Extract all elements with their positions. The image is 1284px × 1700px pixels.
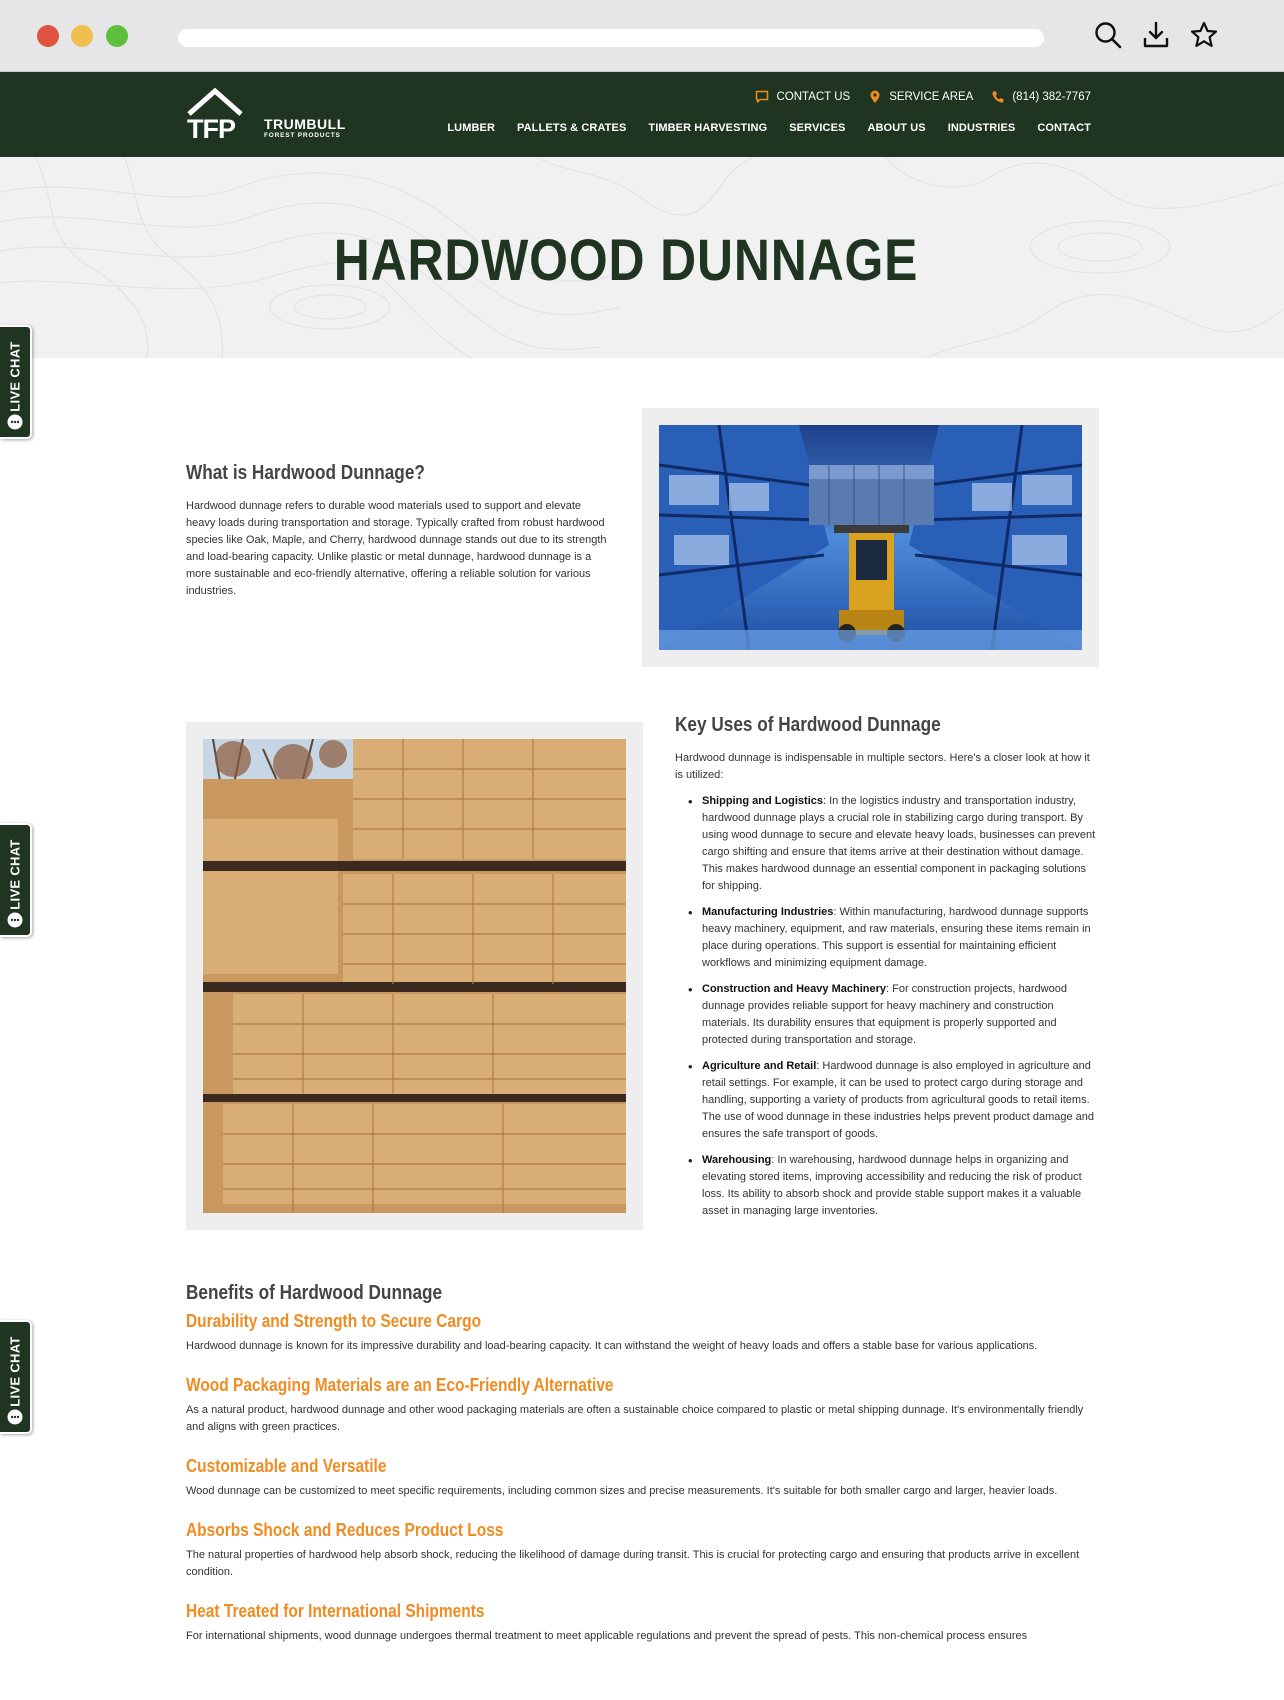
close-window-button[interactable] bbox=[37, 25, 59, 47]
page-title: HARDWOOD DUNNAGE bbox=[333, 228, 919, 293]
benefit-item bbox=[186, 1520, 1098, 1581]
logo-company-subtitle: FOREST PRODUCTS bbox=[264, 132, 341, 139]
benefit-item bbox=[186, 1311, 1098, 1355]
page-hero bbox=[0, 157, 1284, 358]
benefit-heading: Absorbs Shock and Reduces Product Loss bbox=[186, 1520, 504, 1540]
logo-company-name: TRUMBULL bbox=[264, 116, 346, 132]
main-navigation bbox=[447, 122, 1091, 134]
warehouse-forklift-image-frame bbox=[642, 408, 1099, 667]
address-bar[interactable] bbox=[178, 29, 1044, 47]
chat-icon bbox=[6, 413, 24, 431]
contact-us-link[interactable]: CONTACT US bbox=[755, 90, 850, 104]
list-item: • Construction and Heavy Machinery: For construction projects, hardwood dunnage provides reliable support for heavy machinery and construction materials. Its durability ensures that equipment is properly supported and protected during transportation and storage. bbox=[675, 981, 1098, 1049]
benefit-text: The natural properties of hardwood help absorb shock, reducing the likelihood of damage during transit. This is crucial for protecting cargo and ensuring that products arrive in excellent condition. bbox=[186, 1549, 1080, 1578]
minimize-window-button[interactable] bbox=[71, 25, 93, 47]
benefit-item bbox=[186, 1375, 1098, 1436]
nav-item-lumber[interactable]: LUMBER bbox=[447, 122, 496, 134]
nav-item-services[interactable]: SERVICES bbox=[789, 122, 846, 134]
benefits-section bbox=[186, 1282, 1098, 1665]
phone-icon bbox=[991, 90, 1005, 104]
live-chat-tab[interactable]: LIVE CHAT bbox=[0, 325, 32, 439]
nav-item-contact[interactable]: CONTACT bbox=[1037, 122, 1091, 134]
benefits-heading: Benefits of Hardwood Dunnage bbox=[186, 1282, 443, 1304]
search-icon[interactable] bbox=[1091, 18, 1125, 52]
benefit-heading: Heat Treated for International Shipments bbox=[186, 1601, 485, 1621]
key-uses-heading: Key Uses of Hardwood Dunnage bbox=[675, 714, 941, 736]
browser-chrome bbox=[0, 0, 1284, 72]
key-uses-intro: Hardwood dunnage is indispensable in multiple sectors. Here's a closer look at how it is utilized: bbox=[675, 752, 1090, 781]
benefit-text: Wood dunnage can be customized to meet specific requirements, including common sizes and precise measurements. It's suitable for both smaller cargo and larger, heavier loads. bbox=[186, 1485, 1058, 1497]
site-header bbox=[0, 72, 1284, 157]
star-icon[interactable] bbox=[1187, 18, 1221, 52]
live-chat-tab[interactable]: LIVE CHAT bbox=[0, 1320, 32, 1434]
chat-icon bbox=[6, 911, 24, 929]
header-utility-bar bbox=[755, 90, 1091, 104]
key-uses-list bbox=[675, 793, 1098, 1229]
phone-link[interactable]: (814) 382-7767 bbox=[991, 90, 1091, 104]
service-area-link[interactable]: SERVICE AREA bbox=[868, 90, 973, 104]
maximize-window-button[interactable] bbox=[106, 25, 128, 47]
benefit-text: As a natural product, hardwood dunnage and other wood packaging materials are often a sustainable choice compared to plastic or metal shipping dunnage. It's environmentally friendly and aligns with green practices. bbox=[186, 1404, 1084, 1433]
nav-item-pallets-crates[interactable]: PALLETS & CRATES bbox=[517, 122, 627, 134]
warehouse-forklift-image bbox=[659, 425, 1082, 650]
nav-item-about-us[interactable]: ABOUT US bbox=[867, 122, 926, 134]
lumber-stacks-image-frame bbox=[186, 722, 643, 1230]
benefit-item bbox=[186, 1601, 1098, 1645]
chat-icon bbox=[6, 1408, 24, 1426]
list-item: • Manufacturing Industries: Within manufacturing, hardwood dunnage supports heavy machinery, equipment, and raw materials, ensuring these items remain in place during operations. This support is essential for maintaining efficient workflows and minimizing equipment damage. bbox=[675, 904, 1098, 972]
chat-bubble-icon bbox=[755, 90, 769, 104]
svg-text:TFP: TFP bbox=[187, 114, 235, 140]
download-icon[interactable] bbox=[1139, 18, 1173, 52]
what-is-heading: What is Hardwood Dunnage? bbox=[186, 462, 425, 484]
benefit-text: Hardwood dunnage is known for its impressive durability and load-bearing capacity. It can withstand the weight of heavy loads and offers a stable base for various applications. bbox=[186, 1340, 1038, 1352]
benefit-item bbox=[186, 1456, 1098, 1500]
list-item: • Warehousing: In warehousing, hardwood dunnage helps in organizing and elevating stored items, improving accessibility and reducing the risk of product loss. Its ability to absorb shock and provide stable support makes it a valuable asset in managing large inventories. bbox=[675, 1152, 1098, 1220]
live-chat-tab[interactable]: LIVE CHAT bbox=[0, 823, 32, 937]
benefit-heading: Durability and Strength to Secure Cargo bbox=[186, 1311, 482, 1331]
benefit-heading: Customizable and Versatile bbox=[186, 1456, 387, 1476]
nav-item-industries[interactable]: INDUSTRIES bbox=[947, 122, 1016, 134]
benefit-heading: Wood Packaging Materials are an Eco-Friendly Alternative bbox=[186, 1375, 614, 1395]
list-item: • Agriculture and Retail: Hardwood dunnage is also employed in agriculture and retail settings. For example, it can be used to protect cargo during storage and handling, supporting a variety of products from agricultural goods to retail items. The use of wood dunnage in these industries helps prevent product damage and ensures the safe transport of goods. bbox=[675, 1058, 1098, 1143]
map-pin-icon bbox=[868, 90, 882, 104]
list-item: • Shipping and Logistics: In the logistics industry and transportation industry, hardwood dunnage plays a crucial role in stabilizing cargo during transport. By using wood dunnage to secure and elevate heavy loads, businesses can prevent cargo shifting and ensure that items arrive at their destination without damage. This makes hardwood dunnage an essential component in packaging solutions for shipping. bbox=[675, 793, 1098, 895]
what-is-text: Hardwood dunnage refers to durable wood materials used to support and elevate heavy loads during transportation and storage. Typically crafted from robust hardwood species like Oak, Maple, and Cherry, hardwood dunnage stands out due to its strength and load-bearing capacity. Unlike plastic or metal dunnage, hardwood dunnage is a more sustainable and eco-friendly alternative, offering a reliable solution for various industries. bbox=[186, 500, 607, 597]
benefit-text: For international shipments, wood dunnage undergoes thermal treatment to meet applicable regulations and prevent the spread of pests. This non-chemical process ensures bbox=[186, 1630, 1028, 1642]
lumber-stacks-image bbox=[203, 739, 626, 1213]
nav-item-timber-harvesting[interactable]: TIMBER HARVESTING bbox=[648, 122, 768, 134]
